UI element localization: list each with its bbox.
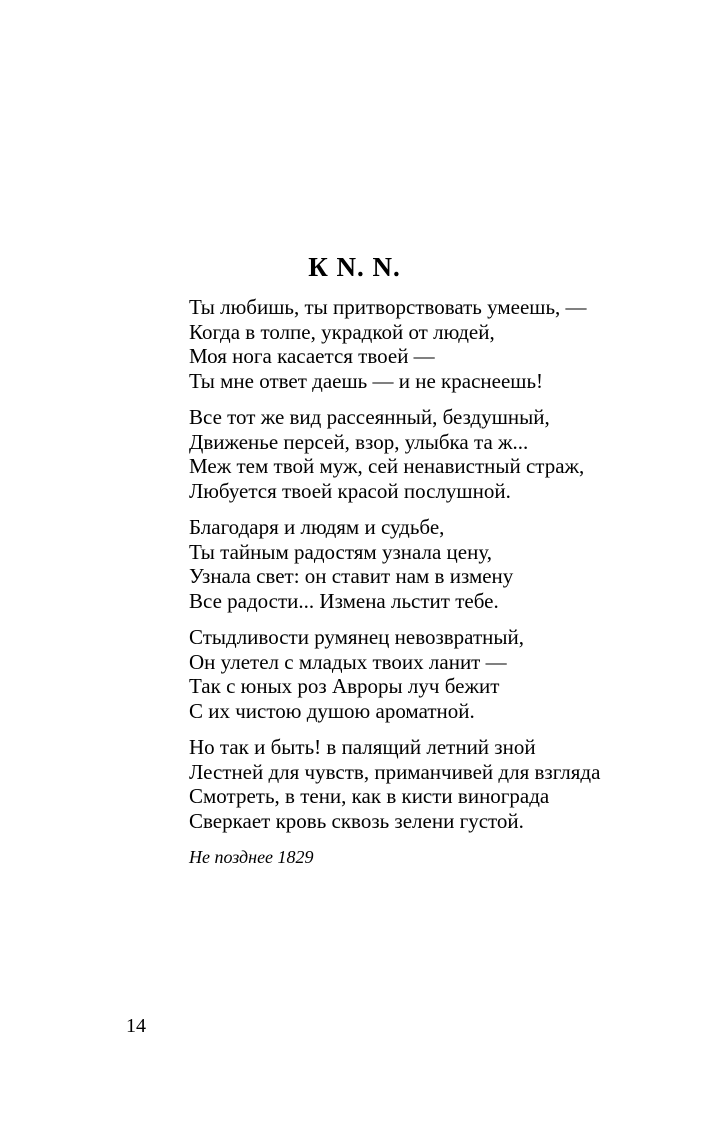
page-number: 14 bbox=[126, 1015, 146, 1037]
poem-line: Сверкает кровь сквозь зелени густой. bbox=[189, 808, 524, 833]
poem-line: Стыдливости румянец невозвратный, bbox=[189, 625, 524, 649]
stanza-3 bbox=[189, 515, 689, 613]
poem-line: Благодаря и людям и судьбе, bbox=[189, 515, 445, 539]
stanza-4 bbox=[189, 625, 689, 723]
poem-body bbox=[189, 295, 689, 845]
poem-line: Движенье персей, взор, улыбка та ж... bbox=[189, 429, 529, 454]
poem-line: Но так и быть! в палящий летний зной bbox=[189, 735, 536, 759]
poem-line: Когда в толпе, украдкой от людей, bbox=[189, 319, 495, 344]
poem-line: Все тот же вид рассеянный, бездушный, bbox=[189, 405, 550, 429]
poem-line: С их чистою душою ароматной. bbox=[189, 698, 475, 723]
poem-line: Меж тем твой муж, сей ненавистный страж, bbox=[189, 454, 585, 478]
poem-line: Любуется твоей красой послушной. bbox=[189, 478, 511, 503]
poem-line: Смотреть, в тени, как в кисти винограда bbox=[189, 784, 550, 808]
stanza-5 bbox=[189, 735, 689, 833]
poem-line: Лестней для чувств, приманчивей для взгляда bbox=[189, 759, 601, 784]
poem-line: Так с юных роз Авроры луч бежит bbox=[189, 674, 500, 698]
poem-line: Он улетел с младых твоих ланит — bbox=[189, 649, 507, 674]
stanza-1 bbox=[189, 295, 689, 393]
poem-line: Узнала свет: он ставит нам в измену bbox=[189, 564, 514, 588]
poem-line: Все радости... Измена льстит тебе. bbox=[189, 588, 499, 613]
poem-date: Не позднее 1829 bbox=[189, 847, 314, 867]
poem-line: Ты любишь, ты притворствовать умеешь, — bbox=[189, 295, 587, 319]
poem-title: К N. N. bbox=[308, 252, 401, 282]
poem-line: Моя нога касается твоей — bbox=[189, 344, 435, 368]
poem-line: Ты мне ответ даешь — и не краснеешь! bbox=[189, 368, 544, 393]
poem-line: Ты тайным радостям узнала цену, bbox=[189, 539, 493, 564]
stanza-2 bbox=[189, 405, 689, 503]
